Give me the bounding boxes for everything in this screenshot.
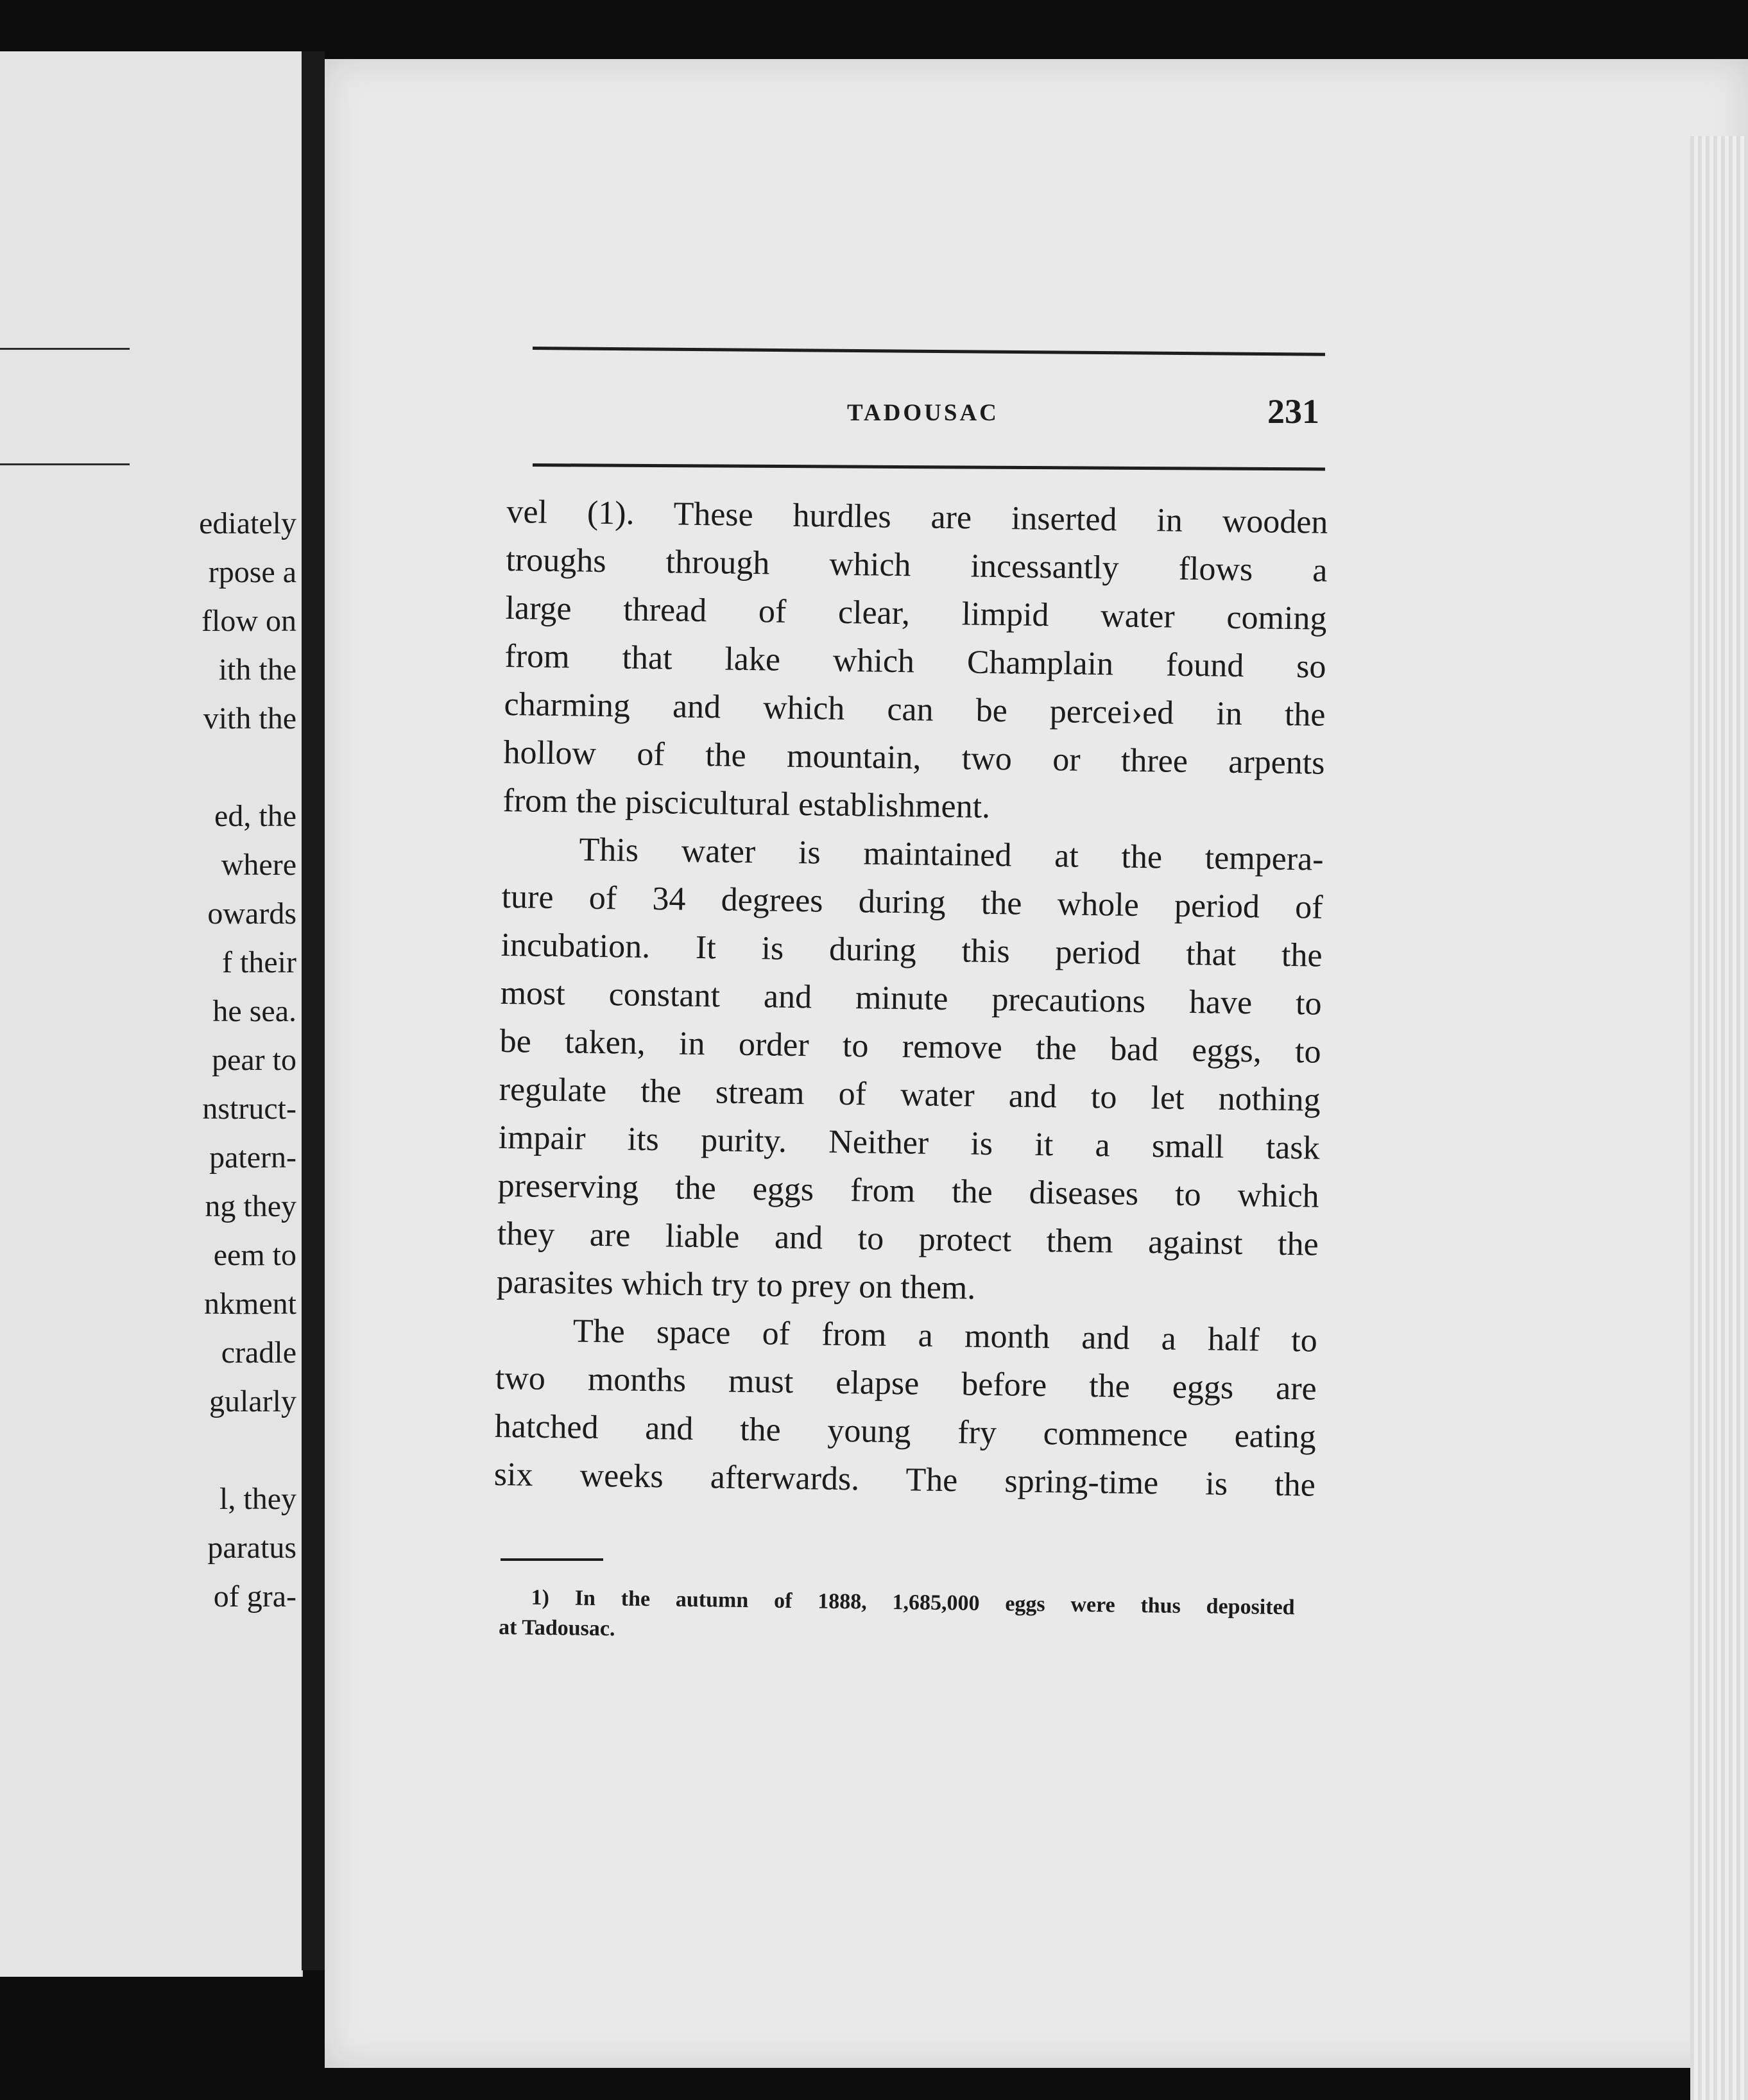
left-page-line: ed, the	[214, 799, 296, 833]
footnote	[499, 1582, 1295, 1653]
left-page-line: of gra-	[213, 1579, 296, 1614]
left-page-line: l, they	[219, 1482, 296, 1516]
left-page-line: nkment	[204, 1287, 296, 1321]
left-page-line: owards	[207, 897, 296, 931]
footnote-line: 1) In the autumn of 1888, 1,685,000 eggs were thus deposited	[531, 1585, 1295, 1620]
text-line: The space of from a month and a half to	[572, 1312, 1318, 1359]
text-line: from that lake which Champlain found so	[504, 637, 1326, 685]
left-page-line: ng they	[205, 1189, 296, 1223]
text-line: ture of 34 degrees during the whole period of	[501, 878, 1323, 926]
text-line: six weeks afterwards. The spring-time is the	[493, 1456, 1316, 1504]
text-line: preserving the eggs from the diseases to which	[497, 1167, 1320, 1215]
left-page-line: f their	[222, 945, 296, 979]
left-page-line: he sea.	[212, 994, 296, 1028]
book-spine	[302, 51, 325, 1970]
footnote-line: at Tadousac.	[498, 1615, 615, 1641]
left-facing-page	[0, 51, 303, 1977]
text-line: most constant and minute precautions have to	[500, 974, 1322, 1022]
text-line: large thread of clear, limpid water coming	[505, 589, 1327, 637]
text-line: hollow of the mountain, two or three arpents	[503, 734, 1325, 782]
text-line: impair its purity. Neither is it a small task	[498, 1119, 1321, 1167]
text-line: hatched and the young fry commence eating	[494, 1407, 1317, 1456]
text-line: from the piscicultural establishment.	[502, 782, 991, 825]
left-page-text	[136, 499, 302, 1621]
page-number: 231	[1267, 392, 1319, 431]
text-line: vel (1). These hurdles are inserted in wooden	[506, 493, 1328, 541]
left-page-line: flow on	[201, 604, 296, 638]
text-line: parasites which try to prey on them.	[496, 1263, 976, 1307]
running-head: TADOUSAC	[847, 400, 999, 426]
left-page-line: where	[221, 848, 296, 882]
left-page-line	[136, 743, 296, 792]
left-page-line: gularly	[209, 1384, 296, 1418]
text-line: charming and which can be percei›ed in the	[504, 685, 1326, 734]
text-line: incubation. It is during this period that the	[501, 926, 1323, 974]
left-page-line: ith the	[218, 653, 296, 687]
left-page-line: patern-	[209, 1140, 296, 1175]
text-line: troughs through which incessantly flows a	[506, 541, 1328, 589]
left-page-line: rpose a	[208, 555, 296, 589]
left-page-line: vith the	[203, 701, 296, 736]
page-edges	[1690, 136, 1748, 2100]
text-line: they are liable and to protect them against the	[497, 1215, 1319, 1263]
left-top-rule	[0, 348, 130, 350]
left-page-line: paratus	[207, 1531, 296, 1565]
left-header-rule	[0, 463, 130, 465]
left-page-line: eem to	[213, 1238, 296, 1272]
left-page-line: ediately	[199, 506, 296, 540]
text-line: This water is maintained at the tempera-	[579, 831, 1324, 878]
paragraph	[493, 1306, 1317, 1510]
body-text	[493, 488, 1328, 1510]
left-page-line: nstruct-	[202, 1092, 296, 1126]
left-page-line	[136, 1426, 296, 1475]
paragraph	[502, 488, 1328, 836]
text-line: be taken, in order to remove the bad eggs, to	[499, 1022, 1321, 1071]
paragraph	[496, 825, 1324, 1317]
text-line: regulate the stream of water and to let nothing	[499, 1071, 1321, 1119]
left-page-line: cradle	[221, 1336, 296, 1370]
footnote-rule	[501, 1558, 603, 1561]
text-line: two months must elapse before the eggs are	[495, 1359, 1317, 1407]
left-page-line: pear to	[212, 1043, 296, 1077]
